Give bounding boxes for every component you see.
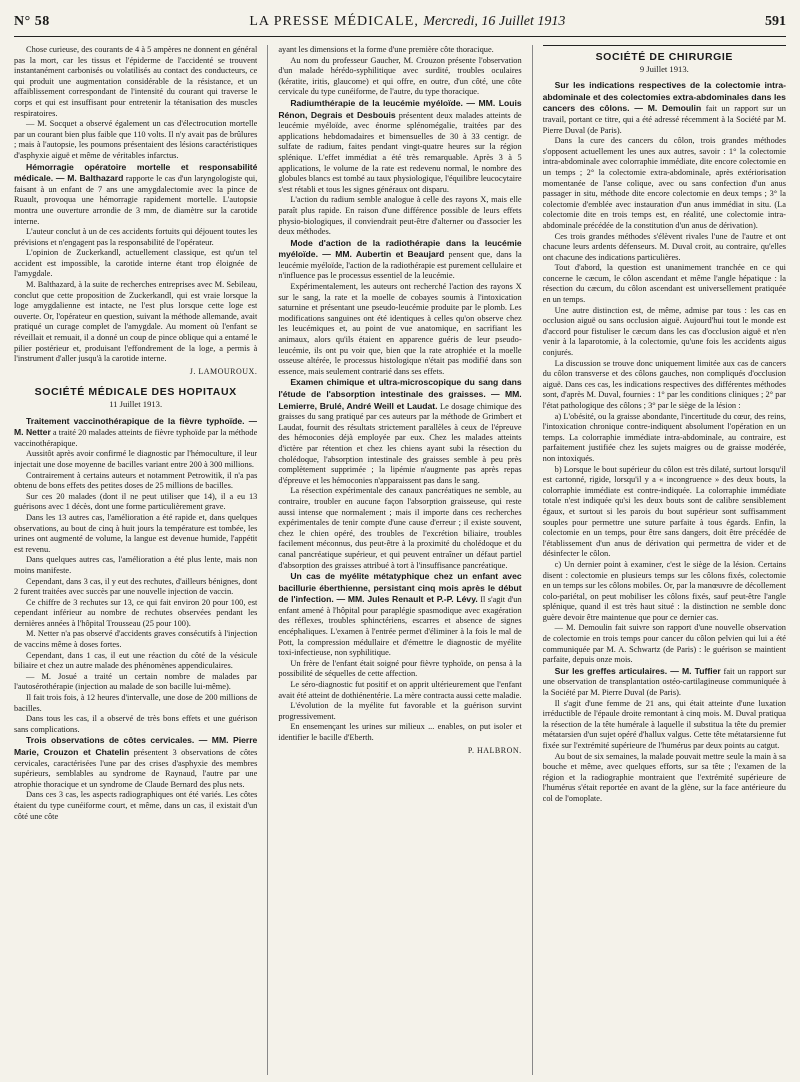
- paragraph: Aussitôt après avoir confirmé le diagnostic par l'hémoculture, il leur injectait une dose moyenne de bacilles variant entre 200 à 300 millions.: [14, 449, 258, 469]
- column-3: [543, 45, 786, 1075]
- article-text: présentent deux malades atteints de leucémie myéloïde, avec énorme splénomégalie, traitées par des applications hebdomadaires et bimensuelles de 30 à 33 centigr. de sulfate de radium, faites pendant vingt-quatre heures sur la région splénique. L'effet immédiat a été très remarquable. Après 3 à 5 applications, le volume de la rate est redevenu normal, le nombre des globules blancs est tombé au taux physiologique, l'équilibre leucocytaire s'est rétabli et tous les signes généraux ont disparu.: [278, 110, 522, 194]
- article-text: pensent que, dans la leucémie myéloïde, l'action de la radiothérapie est purement cellulaire et n'influence pas le processus essentiel de la leucémie.: [278, 250, 522, 281]
- paragraph: Une autre distinction est, de même, admise par tous : les cas en occlusion aiguë ou sans occlusion aiguë. Aujourd'hui tout le monde est d'accord pour fistuliser le cæcum dans les cas d'occlusion aiguë et n'en venir à la laparotomie, à la colectomie, qu'une fois les accidents aigus conjurés.: [542, 305, 786, 358]
- article-heading: Sur les indications respectives de la colectomie intra-abdominale et des colectomies extra-abdominales dans les cancers des côlons. — M. Demoulin: [542, 80, 786, 114]
- section-heading: SOCIÉTÉ MÉDICALE DES HOPITAUX: [34, 386, 237, 399]
- paragraph: M. Balthazard, à la suite de recherches entreprises avec M. Sebileau, conclut que cette proposition de Zuckerkandl, qui est vraie lorsque la loge amygdalienne est intacte, ne l'est plus lorsque cette loge est ouverte. Or, l'opérateur en question, suivant la méthode allemande, avait pratiqué un curage complet de l'amygdale. Au moment où l'enfant se réveillait et remuait, il a donné un coup de pince oblique qui a entamé le pilier postérieur et, produisant l'effondrement de la loge, a permis à l'instrument d'aller jusqu'à la carotide interne.: [14, 280, 258, 364]
- column-1: [14, 45, 257, 1075]
- paragraph: Un frère de l'enfant était soigné pour fièvre typhoïde, on pensa à la possibilité de séquelles de cette affection.: [278, 658, 522, 679]
- paragraph: c) Un dernier point à examiner, c'est le siège de la lésion. Certains disent : colectomie en plusieurs temps sur les côlons fixés, colectomie en un temps sur les côlons mobiles. Or, par la manœuvre de décollement colo-pariétal, on peut mobiliser les côlons fixés, sauf peut-être l'angle splénique, quand il est très haut situé : la distinction ne semble donc guère devoir être maintenue que pour ce dernier cas.: [542, 559, 786, 622]
- paragraph: Le séro-diagnostic fut positif et on apprit ultérieurement que l'enfant avait été atteint de dothiénentérie. La mère contracta aussi cette maladie.: [278, 680, 522, 700]
- article-entry: [278, 98, 521, 195]
- paragraph: ayant les dimensions et la forme d'une première côte thoracique.: [278, 45, 494, 54]
- column-divider: [267, 45, 268, 1075]
- paragraph: Contrairement à certains auteurs et notamment Petrowitik, il n'a pas obtenu de bons effets des petites doses de 25 millions de bacilles.: [14, 470, 258, 491]
- paragraph: En ensemençant les urines sur milieux ... enables, on put isoler et identifier le bacille d'Eberth.: [278, 722, 522, 742]
- title-name: LA PRESSE MÉDICALE,: [249, 14, 419, 29]
- paragraph: Dans la cure des cancers du côlon, trois grandes méthodes s'opposent actuellement les unes aux autres, savoir : 1° la colectomie intra-abdominale avec colorraphie immédiate, dite encore colectomie en un temps ; 2° la colectomie extra-abdominale, après extériorisation momentanée de l'anse colique, avec ou sans confection d'un anus passager in situ, méthode dite encore colectomie en deux temps ; 3° la colectomie d'emblée avec instauration d'un anus immédiat in situ. (La colectomie dite en trois temps est, en réalité, une colectomie intra-abdominale précédée de la constitution d'un anus de dérivation).: [542, 136, 786, 230]
- column-2: [278, 45, 521, 1075]
- author-signature: P. HALBRON.: [467, 745, 522, 755]
- section-date: 11 Juillet 1913.: [109, 399, 163, 409]
- paragraph: Cependant, dans 3 cas, il y eut des rechutes, d'ailleurs bénignes, dont 2 furent traitées avec succès par une nouvelle injection de vaccin.: [14, 576, 258, 597]
- article-text: fait un rapport sur un travail, portant ce titre, qui a été adressé récemment à la Société par M. Pierre Duval (de Paris).: [542, 104, 786, 135]
- article-entry: [14, 416, 257, 450]
- paragraph: Dans ces 3 cas, les aspects radiographiques ont été variés. Les côtes étaient du type cunéiforme court, et même, dans un cas, il existait d'un côté une côte: [14, 790, 258, 821]
- paragraph: b) Lorsque le bout supérieur du côlon est très dilaté, surtout lorsqu'il est cartonné, rigide, lorsqu'il y a « incongruence » des deux bouts, la colorraphie immédiate est contre-indiquée. La colorraphie immédiate totale n'est indiquée qu'si les deux bouts sont de calibre sensiblement égaux, et surtout si les parois du bout supérieur sont suffisamment souples pour permettre une suture parfaite à tous égards. Enfin, la colectomie en un temps, pour être sans dangers, doit être précédée de l'établissement d'un anus de dérivation qui permettra de vider et de désinfecter le côlon.: [542, 464, 786, 559]
- article-heading: Un cas de myélite métatyphique chez un enfant avec bacillurie éberthienne, persistant cinq mois après le début de l'infection. — MM. Jules Renault et P.-P. Lévy.: [278, 571, 522, 605]
- paragraph: Cependant, dans 1 cas, il eut une réaction du côté de la vésicule biliaire et chez un autre malade des phénomènes appendiculaires.: [14, 650, 258, 671]
- page-number: 591: [765, 14, 786, 29]
- article-entry: [278, 571, 521, 659]
- article-heading: Trois observations de côtes cervicales. — MM. Pierre Marie, Crouzon et Chatelin: [14, 735, 258, 757]
- article-entry: [543, 666, 786, 699]
- paragraph: — M. Josué a traité un certain nombre de malades par l'autosérothérapie (injection au malade de son bacille lui-même).: [14, 671, 258, 692]
- paragraph: Sur ces 20 malades (dont il ne peut utiliser que 14), il a eu 13 guérisons avec 1 décès, dont une forme particulièrement grave.: [14, 491, 258, 512]
- paragraph: La discussion se trouve donc uniquement limitée aux cas de cancers du côlon transverse et des côlons gauches, non compliqués d'occlusion aiguë. Dans ces cas, les indications respectives des différentes méthodes sont, d'après M. Duval, fournies : 1° par les conditions cliniques ; 2° par l'état pathologique des côlons ; 3° par le siège de la lésion :: [542, 358, 786, 410]
- paragraph: Au bout de six semaines, la malade pouvait mettre seule la main à sa bouche et même, avec quelques efforts, sur sa tête ; l'examen de la région et la radiographie montraient que l'extrémité supérieure de l'humérus s'était reportée en avant de la glène, sur la face antérieure du col de l'omoplate.: [542, 751, 786, 803]
- paragraph: Dans les 13 autres cas, l'amélioration a été rapide et, dans quelques observations, au bout de cinq à huit jours la température est tombée, les urines ont augmenté de volume, la langue est devenue humide, l'appétit est revenu.: [14, 512, 258, 554]
- issue-number: N° 58: [14, 14, 50, 29]
- paragraph: Au nom du professeur Gaucher, M. Crouzon présente l'observation d'un malade hérédo-syphilitique avec surdité, troubles oculaires (kératite, iritis, glaucome) et qui offre, en outre, d'un côté, une côte cervicale du type cunéiforme, de l'autre, du type thoracique.: [278, 55, 522, 97]
- paragraph: — M. Demoulin fait suivre son rapport d'une nouvelle observation de colectomie en trois temps pour cancer du côlon pelvien qui lui a été communiquée par M. A. Schwartz (de Paris) : le guérison se maintient parfaite, depuis onze mois.: [542, 623, 786, 665]
- article-heading: Radiumthérapie de la leucémie myéloïde. — MM. Louis Rénon, Degrais et Desbouis: [278, 97, 522, 120]
- section-heading: SOCIÉTÉ DE CHIRURGIE: [595, 51, 734, 63]
- paragraph: Dans tous les cas, il a observé de très bons effets et une guérison sans complications.: [14, 714, 258, 734]
- article-heading: Sur les greffes articulaires. — M. Tuffier: [554, 665, 721, 676]
- paragraph: L'évolution de la myélite fut favorable et la guérison survint progressivement.: [278, 701, 522, 721]
- paragraph: — M. Socquet a observé également un cas d'électrocution mortelle par un courant bien plus faible que 110 volts. Il n'y avait pas de brûlures ; mais à l'autopsie, les poumons présentaient des lésions caractéristiques d'asphyxie aiguë et même de véritables infarctus.: [14, 119, 258, 160]
- author-signature: J. LAMOUROUX.: [189, 366, 258, 376]
- article-text: Le dosage chimique des graisses du sang pratiqué par ces auteurs par la méthode de Grimbert et Laudat, fournit des résultats strictement parallèles à ceux de l'épreuve des hémoconies déjà employée par eux. Chez les malades atteints d'ictère par rétention et chez les chiens ayant subi la résection du cholédoque, l'absorption intestinale des graisses semble à peu près complètement supprimée ; la lipémie n'augmente pas après repas d'épreuve et les hémoconies n'apparaissent pas dans le sang.: [278, 401, 522, 485]
- paragraph: Ce chiffre de 3 rechutes sur 13, ce qui fait environ 20 pour 100, est cependant inférieur au nombre de rechutes observées pendant les dernières années à l'hôpital Trousseau (25 pour 100).: [14, 597, 258, 628]
- article-entry: [14, 735, 257, 790]
- paragraph: M. Netter n'a pas observé d'accidents graves consécutifs à l'injection de vaccins même à doses fortes.: [14, 629, 258, 650]
- paragraph: Il s'agit d'une femme de 21 ans, qui était atteinte d'une luxation irréductible de l'épaule droite remontant à cinq mois. M. Duval pratiqua la résection de la tête humérale à laquelle il substitua la tête du premier métatarsien d'un sujet opéré d'hallux valgus. Cette tête métatarsienne fut fixée sur l'extrémité supérieure de l'humérus par deux points au catgut.: [542, 698, 786, 750]
- section-date: 9 Juillet 1913.: [639, 63, 689, 74]
- paragraph: L'action du radium semble analogue à celle des rayons X, mais elle paraît plus rapide. En raison d'une différence possible de leurs effets physio-biologiques, il conviendrait peut-être d'alterner ou d'associer les deux méthodes.: [278, 195, 522, 237]
- paragraph: La résection expérimentale des canaux pancréatiques ne semble, au contraire, troubler en aucune façon l'absorption graisseuse, qui reste aussi intense que normalement ; mais il importe dans ces recherches expérimentales de tenir compte d'une cause d'erreur ; il existe souvent, chez le chien opéré, des troubles de l'excrétion biliaire, troubles facilement méconnus, dus peut-être à la proximité du cholédoque et du canal pancréatique supérieur, et qui peuvent entraîner un défaut partiel d'absorption des graisses attribué à tort à l'insuffisance pancréatique.: [278, 486, 522, 570]
- paragraph: Il fait trois fois, à 12 heures d'intervalle, une dose de 200 millions de bacilles.: [14, 693, 258, 713]
- article-heading: Mode d'action de la radiothérapie dans la leucémie myéloïde. — MM. Aubertin et Beaujard: [278, 237, 522, 260]
- article-heading: Examen chimique et ultra-microscopique du sang dans l'étude de l'absorption intestinale des graisses. — MM. Lemierre, Brulé, André Weill et Laudat.: [278, 377, 522, 411]
- issue-date: Mercredi, 16 Juillet 1913: [423, 14, 566, 29]
- article-entry: [14, 162, 257, 228]
- paragraph: Expérimentalement, les auteurs ont recherché l'action des rayons X sur le sang, la rate et la moelle de cobayes soumis à l'intoxication saturnine et présentant une pseudo-leucémie produite par le plomb. Les modifications sanguines ont été identiques à celles qu'on observe chez les leucémiques et, au point de vue anatomique, en sacrifiant les animaux, alors qu'ils étaient en apparence guéris de leur pseudo-leucémie, ils ont pu voir que, bien que la rate atrophiée et la moelle osseuse altérée, le processus histologique n'était pas modifié dans son essence, mais seulement contrarié dans ses effets.: [278, 282, 522, 376]
- article-text: a traité 20 malades atteints de fièvre typhoïde par la méthode vaccinothérapique.: [14, 428, 258, 448]
- paragraph: Ces trois grandes méthodes s'élèvent rivales l'une de l'autre et ont chacune leurs ardents défenseurs. M. Duval croit, au contraire, qu'elles ont chacune des indications particulières.: [542, 231, 786, 262]
- article-entry: [278, 238, 521, 282]
- paragraph: a) L'obésité, ou la graisse abondante, l'incertitude du cœur, des reins, l'intoxication chronique contre-indiquent absolument l'opération en un temps. La colorraphie immédiate intra-abdominale, au contraire, est parfaitement justifiée chez les sujets maigres ou de graisse modérée, non intoxiqués.: [542, 411, 786, 463]
- article-entry: [543, 80, 786, 136]
- page-header: [14, 14, 786, 37]
- article-text: rapporte le cas d'un laryngologiste qui, faisant à un enfant de 7 ans une amygdalectomie avec la pince de Ruault, provoqua une hémorragie rapidement mortelle. L'autopsie montra une ouverture arrondie de 3 mm, de diamètre sur la carotide interne.: [14, 174, 258, 226]
- article-text: fait un rapport sur une observation de transplantation ostéo-cartilagineuse communiquée à la Société par M. Pierre Duval (de Paris).: [542, 666, 786, 698]
- paragraph: Tout d'abord, la question est unanimement tranchée en ce qui concerne le cæcum, le côlon ascendant et même l'angle hépatique : la résection du cæcum, du côlon ascendant est universellement pratiquée en un temps.: [542, 263, 786, 305]
- paragraph: L'auteur conclut à un de ces accidents fortuits qui déjouent toutes les prévisions et n'engagent pas la responsabilité de l'opérateur.: [14, 227, 258, 247]
- article-text: Il s'agit d'un enfant amené à l'hôpital pour paraplégie spasmodique avec exagération des réflexes, troubles sphinctériens, escarres et absence de signes encéphaliques. L'examen à l'entrée permet d'éliminer à la fois le mal de Pott, la compression médullaire et d'émettre le diagnostic de myélite toxi-infectieuse, non syphilitique.: [278, 595, 522, 658]
- article-heading: Traitement vaccinothérapique de la fièvre typhoïde. — M. Netter: [14, 415, 258, 438]
- paragraph: L'opinion de Zuckerkandl, actuellement classique, est qu'un tel accident est impossible, la carotide interne étant trop éloignée de l'amygdale.: [14, 248, 258, 279]
- article-entry: [278, 377, 521, 486]
- columns: [14, 45, 786, 1075]
- paragraph: Dans quelques autres cas, l'amélioration a été plus lente, mais non moins manifeste.: [14, 555, 258, 575]
- paragraph: Chose curieuse, des courants de 4 à 5 ampères ne donnent en général pas la mort, car les tissus et l'épiderme de l'accidenté se trouvent instantanément carbonisés ou volatilisés au contact des conducteurs, ce qui produit une augmentation considérable de la résistance, et un affaiblissement correspondant de l'intensité du courant qui traverse le corps et qui est insuffisant pour entretenir la tétanisation des muscles respiratoires.: [14, 45, 258, 118]
- column-divider: [532, 45, 533, 1075]
- article-heading: Hémorragie opératoire mortelle et responsabilité médicale. — M. Balthazard: [14, 161, 258, 184]
- publication-title: [249, 14, 565, 30]
- article-text: présentent 3 observations de côtes cervicales, caractérisées l'une par des crises d'asphyxie des membres supérieurs, semblables au syndrome de Raynaud, l'autre par une atrophie thoracique et un syndrome de Claude Bernard des plus nets.: [14, 748, 258, 789]
